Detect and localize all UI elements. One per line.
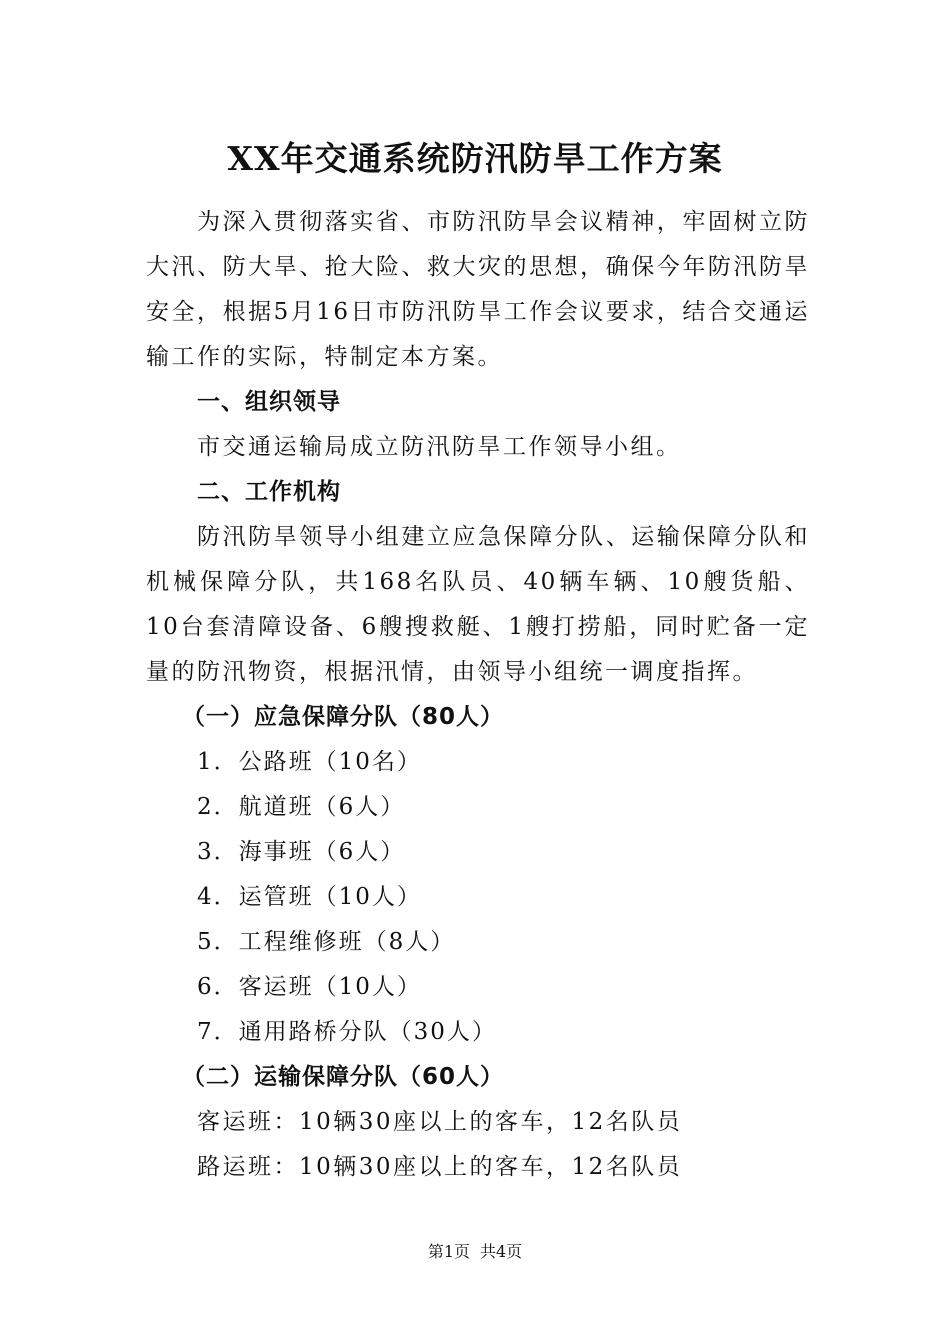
subsection-heading-emergency: （一）应急保障分队（80人） [182,704,505,730]
document-body [146,200,810,1190]
transport-line: 客运班：10辆30座以上的客车，12名队员 [197,1109,683,1135]
section-structure-text: 防汛防旱领导小组建立应急保障分队、运输保障分队和机械保障分队，共168名队员、40辆车辆、10艘货船、10台套清障设备、6艘搜救艇、1艘打捞船，同时贮备一定量的防汛物资，根据汛情，由领导小组统一调度指挥。 [146,524,810,685]
document-title: XX年交通系统防汛防旱工作方案 [227,139,723,178]
section-heading-structure: 二、工作机构 [197,479,341,505]
page-number: 第1页 [427,1242,470,1261]
emergency-team-list [146,740,810,1055]
list-item: 3．海事班（6人） [197,839,406,865]
list-item: 5．工程维修班（8人） [197,929,456,955]
page-total: 共4页 [480,1242,523,1261]
list-item: 7．通用路桥分队（30人） [197,1019,497,1045]
page-footer [0,1240,950,1264]
intro-paragraph: 为深入贯彻落实省、市防汛防旱会议精神，牢固树立防大汛、防大旱、抢大险、救大灾的思想，确保今年防汛防旱安全，根据5月16日市防汛防旱工作会议要求，结合交通运输工作的实际，特制定本方案。 [146,209,810,370]
list-item: 2．航道班（6人） [197,794,406,820]
subsection-heading-transport: （二）运输保障分队（60人） [182,1064,505,1090]
section-heading-organization: 一、组织领导 [197,389,341,415]
list-item: 6．客运班（10人） [197,974,422,1000]
list-item: 4．运管班（10人） [197,884,422,910]
list-item: 1．公路班（10名） [197,749,422,775]
section-organization-text: 市交通运输局成立防汛防旱工作领导小组。 [197,434,682,460]
transport-line: 路运班：10辆30座以上的客车，12名队员 [197,1154,683,1180]
